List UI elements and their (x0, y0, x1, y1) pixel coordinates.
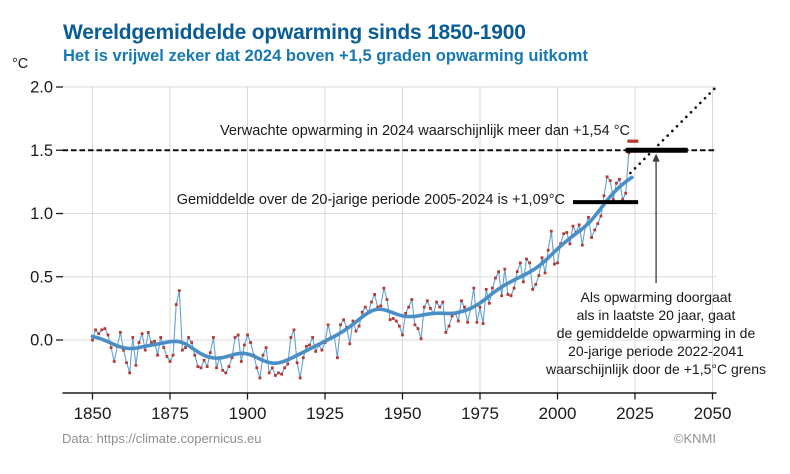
page-title: Wereldgemiddelde opwarming sinds 1850-1900 (63, 21, 526, 44)
annotation-projection-line: waarschijnlijk door de +1,5°C grens (546, 361, 766, 377)
x-tick-label: 1850 (73, 404, 112, 423)
arrow-to-crossing (652, 154, 659, 284)
annotation-expected-2024: Verwachte opwarming in 2024 waarschijnlijk meer dan +1,54 °C (219, 123, 630, 139)
x-tick-label: 2025 (616, 404, 654, 423)
arrow-head-icon (652, 154, 659, 162)
copyright-text: ©KNMI (673, 431, 716, 446)
annotation-projection-line: 20-jarige periode 2022-2041 (568, 343, 744, 359)
x-tick-label: 1875 (151, 404, 189, 423)
x-tick-label: 1925 (306, 404, 344, 423)
data-source-text: Data: https://climate.copernicus.eu (62, 431, 262, 446)
projection-dotted-line (630, 84, 718, 173)
y-axis (30, 79, 63, 350)
y-tick-label: 0.0 (30, 331, 53, 350)
x-tick-label: 1975 (461, 404, 499, 423)
annotation-mean-2005-2024: Gemiddelde over de 20-jarige periode 2005-2024 is +1,09°C (176, 192, 565, 208)
y-tick-label: 1.5 (30, 141, 53, 160)
x-tick-label: 1900 (228, 404, 267, 423)
y-tick-label: 0.5 (30, 268, 53, 287)
x-axis (63, 393, 732, 423)
annotation-projection-line: Als opwarming doorgaat (580, 289, 732, 305)
x-tick-label: 2050 (693, 404, 732, 423)
annotation-projection-line: als in laatste 20 jaar, gaat (576, 307, 736, 323)
annotation-projection-line: de gemiddelde opwarming in de (556, 325, 756, 341)
y-tick-label: 2.0 (30, 78, 53, 97)
x-tick-label: 2000 (538, 404, 577, 423)
y-tick-label: 1.0 (30, 205, 53, 223)
y-axis-unit-label: °C (12, 56, 29, 72)
x-tick-label: 1950 (383, 404, 422, 423)
annotation-projection (536, 288, 776, 378)
page-subtitle: Het is vrijwel zeker dat 2024 boven +1,5 graden opwarming uitkomt (63, 47, 588, 65)
